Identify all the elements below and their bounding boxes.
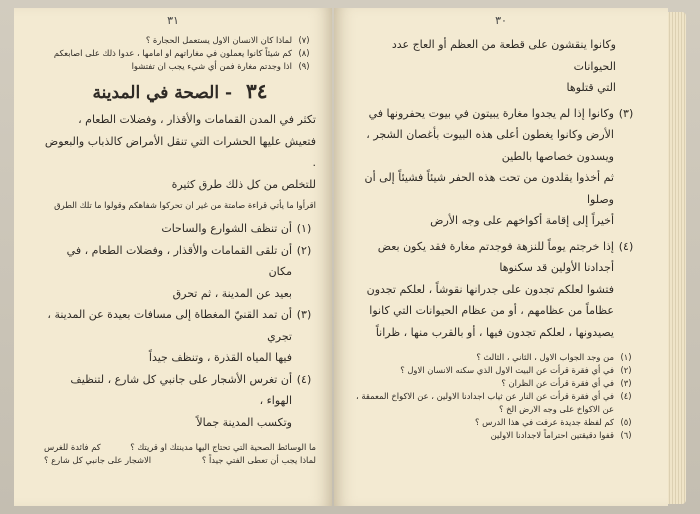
- numbered-paragraphs: [356, 103, 638, 344]
- question-item: [356, 429, 638, 442]
- text-line: عظاماً من عظامهم ، أو من عظام الحيوانات التي كانوا: [369, 304, 614, 317]
- lesson-heading: ٣٤ - الصحة في المدينة: [92, 79, 268, 103]
- reading-instruction: اقرأوا ما يأتي قراءة صامتة من غير ان تحركوا شفاهكم وقولوا ما تلك الطرق: [54, 200, 316, 210]
- text-line: وكانوا ينقشون على قطعة من العظم أو العاج عدد الحيوانات: [391, 38, 616, 73]
- paragraph-text: [356, 103, 614, 232]
- numbered-list: [44, 218, 316, 433]
- item-text: [44, 240, 292, 305]
- question-number: [614, 403, 638, 416]
- text-line: أن تلقى القمامات والأقذار ، وفضلات الطعام ، في مكان: [66, 243, 292, 278]
- right-page: [334, 8, 668, 506]
- question-text: في أي فقرة قرأت عن النار عن ثياب اجدادنا الاولين ، عن الاكواخ المعمقة ،: [356, 391, 614, 401]
- question-text: قفوا دقيقتين احتراماً لاجدادنا الاولين: [490, 430, 614, 440]
- question-text: كم فائدة للغرس: [44, 442, 101, 452]
- paragraph-number: (٣): [618, 106, 634, 120]
- paragraph-item: [356, 103, 638, 232]
- text-line: وتكسب المدينة جمالاً: [196, 415, 292, 429]
- item-text: [44, 369, 292, 434]
- text-line: أخيراً إلى إقامة أكواخهم على وجه الأرض: [430, 214, 614, 227]
- paragraph-number: (٤): [618, 239, 634, 253]
- question-item: [356, 390, 638, 403]
- question-text: الاشجار على جانبي كل شارع ؟: [44, 455, 152, 465]
- text-line: بعيد عن المدينة ، ثم تحرق: [172, 286, 292, 300]
- text-line: أن تنظف الشوارع والساحات: [161, 222, 292, 235]
- question-row: [44, 441, 316, 454]
- top-questions: [44, 34, 316, 73]
- question-text: لماذا كان الانسان الاول يستعمل الحجارة ؟: [145, 35, 292, 45]
- paragraph-text: [356, 236, 614, 344]
- text-line: التي قتلوها: [566, 81, 616, 94]
- question-number: (٩): [298, 61, 310, 71]
- text-line: وكانوا إذا لم يجدوا مغارة يبيتون في بيوت يحفرونها في: [368, 106, 614, 120]
- question-number: (٣): [620, 378, 632, 388]
- question-item: [356, 403, 638, 416]
- question-text: في أي فقرة قرأت عن الظران ؟: [501, 378, 614, 388]
- question-number: (٢): [620, 365, 632, 375]
- question-item: [44, 47, 316, 60]
- page-number: ٣١: [167, 14, 179, 27]
- question-text: من وجد الجواب الاول ، الثاني ، الثالث ؟: [476, 352, 614, 362]
- item-number: (١): [296, 222, 312, 235]
- text-line: فتعيش عليها الحشرات التي تنقل الأمراض كالذباب والبعوض .: [44, 134, 316, 169]
- text-line: تكثر في المدن القمامات والأقذار ، وفضلات الطعام ،: [78, 113, 316, 126]
- list-item: [44, 369, 316, 434]
- text-line: فتشوا لعلكم تجدون على جدرانها نقوشاً ، لعلكم تجدون: [366, 282, 614, 296]
- text-line: ويسدون خصاصها بالطين: [501, 149, 614, 163]
- text-line: ثم أخذوا يقلدون من تحت هذه الحفر شيئاً فشيئاً إلى أن وصلوا: [364, 171, 614, 206]
- question-item: [44, 60, 316, 73]
- lesson-number: ٣٤: [245, 79, 268, 103]
- lesson-title: الصحة في المدينة: [92, 83, 220, 103]
- question-text: ما الوسائط الصحية التي تحتاج اليها مدينتك او قريتك ؟: [130, 442, 316, 452]
- question-number: (٤): [620, 391, 632, 401]
- intro-paragraph: [44, 109, 316, 195]
- item-text: [44, 304, 292, 369]
- list-item: [44, 218, 316, 240]
- question-text: عن الاكواخ على وجه الارض الخ ؟: [499, 404, 614, 414]
- question-text: كم لفظة جديدة عرفت في هذا الدرس ؟: [475, 417, 614, 427]
- question-list: [356, 351, 638, 442]
- question-item: [44, 34, 316, 47]
- list-item: [44, 304, 316, 369]
- item-number: (٢): [296, 243, 312, 257]
- question-number: (٥): [620, 417, 632, 427]
- text-line: فيها المياه القذرة ، وتنظف جيداً: [148, 351, 292, 364]
- question-text: اذا وجدتم مغارة فمن أي شيء يجب ان تفتشوا: [131, 61, 292, 71]
- text-line: أجدادنا الأولين قد سكنوها: [499, 261, 614, 274]
- question-text: كم شيئاً كانوا يعملون في مغاراتهم او امامها ، عدوا ذلك على اصابعكم: [53, 48, 292, 58]
- item-number: (٣): [296, 308, 312, 321]
- text-line: الأرض وكانوا يغطون أعلى هذه البيوت بأغصان الشجر ،: [366, 128, 614, 141]
- text-line: أن تمد القنيّ المغطاة إلى مسافات بعيدة عن المدينة ، تجري: [47, 308, 292, 343]
- continued-paragraph: [356, 34, 638, 99]
- item-text: [44, 218, 292, 240]
- question-text: في أي فقرة قرأت عن البيت الاول الذي سكنه الانسان الاول ؟: [400, 365, 614, 375]
- question-item: [356, 364, 638, 377]
- text-line: للتخلص من كل ذلك طرق كثيرة: [171, 177, 316, 191]
- question-number: (٧): [298, 35, 310, 45]
- question-number: (٨): [298, 48, 310, 58]
- page-number: ٣٠: [495, 14, 507, 27]
- list-item: [44, 240, 316, 305]
- text-line: إذا خرجتم يوماً للنزهة فوجدتم مغارة فقد يكون بعض: [377, 239, 614, 253]
- text-line: يصيدونها ، لعلكم تجدون فيها ، أو بالقرب منها ، ظراناً: [375, 325, 614, 339]
- paragraph-item: [356, 236, 638, 344]
- bottom-questions: [44, 441, 316, 467]
- question-number: (١): [620, 352, 632, 362]
- question-number: (٦): [620, 430, 632, 440]
- text-line: أن تغرس الأشجار على جانبي كل شارع ، لتنظيف الهواء ،: [70, 372, 292, 407]
- item-number: (٤): [296, 372, 312, 386]
- left-page: [14, 8, 332, 506]
- question-item: [356, 416, 638, 429]
- question-item: [356, 377, 638, 390]
- question-row: [44, 454, 316, 467]
- question-text: لماذا يجب أن تعطى الفتي جيداً ؟: [201, 455, 316, 465]
- question-item: [356, 351, 638, 364]
